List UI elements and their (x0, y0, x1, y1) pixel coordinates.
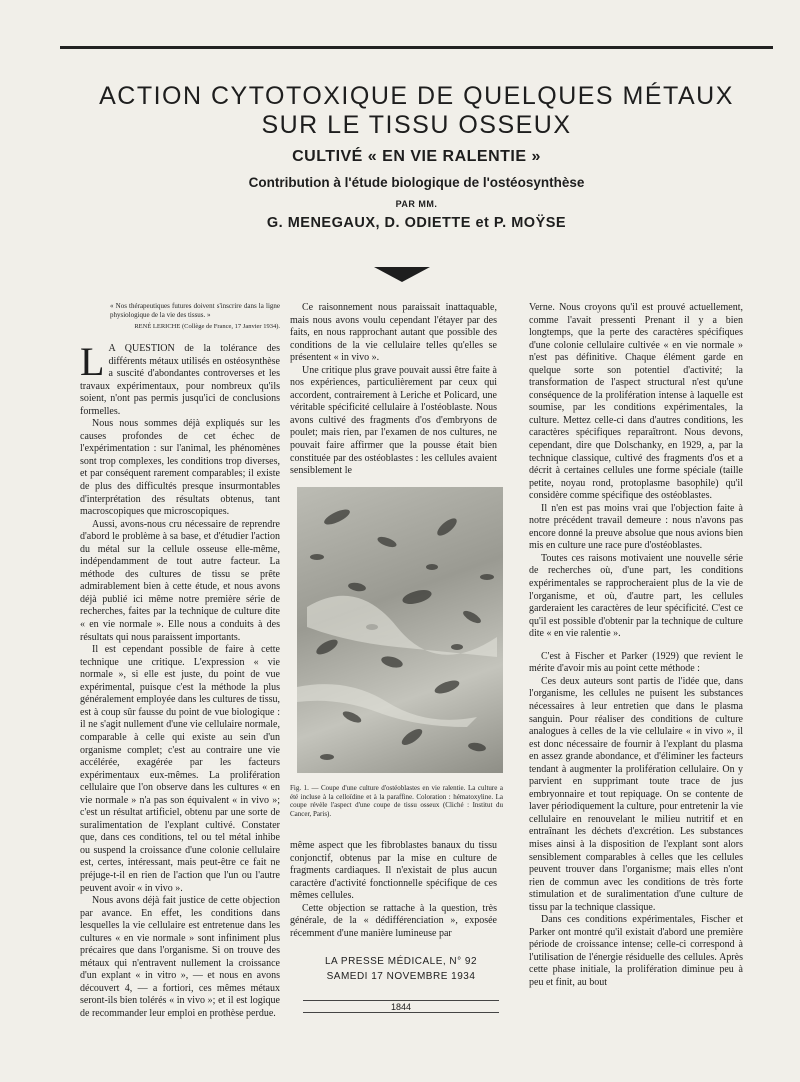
paragraph: Nous nous sommes déjà expliqués sur les causes profondes de cet échec de l'expérimentation : sur l'animal, les phénomènes sont trop complexes, les conditions trop diverses, et par conséquent rarement comparables; il existe de plus des difficultés presque insurmontables d'interprétation des résultats obtenus, tant macroscopiques que microscopiques. (80, 418, 280, 518)
paragraph: Une critique plus grave pouvait aussi être faite à nos expériences, particulièrement par ceux qui accordent, contrairement à Leriche et Policard, une véritable spécificité cellulaire à l'ostéoblaste. Nous avons cultivé des fragments d'os d'embryons de poulet; mais rien, par l'examen de nos cultures, ne pouvait faire affirmer que la pousse était bien constituée par des ostéoblastes : les cellules avaient sensiblement le (290, 364, 497, 477)
micrograph-image (297, 487, 503, 773)
title-line-2: SUR LE TISSU OSSEUX (261, 111, 572, 139)
paragraph: Ce raisonnement nous paraissait inattaquable, mais nous avons voulu cependant l'étayer par des faits, en nous rapprochant autant que possible des conditions de la vie cellulaire telles qu'elles se présentent « in vivo ». (290, 302, 497, 364)
contribution-line: Contribution à l'étude biologique de l'ostéosynthèse (248, 175, 585, 190)
paragraph: L A QUESTION de la tolérance des différents métaux utilisés en ostéosynthèse a suscité d'abondantes controverses et les travaux expérimentaux, pour nombreux qu'ils soient, n'ont pas permis jusqu'ici de conclusions formelles. (80, 339, 280, 417)
column-2-continued (290, 840, 497, 940)
par-label: PAR MM. (395, 199, 438, 209)
authors: G. MENEGAUX, D. ODIETTE et P. MOŸSE (266, 215, 567, 231)
paragraph: Il est cependant possible de faire à cette technique une critique. L'expression « vie normale », si elle est juste, du point de vue expérimental, puisque c'est la méthode la plus généralement employée dans les cultures de tissu, est à coup sûr fausse du point de vue biologique : il ne s'agit nullement d'une vie cellulaire normale, comparable à celle qui existe au sein d'un organisme complet; c'est au contraire une vie accélérée, exagérée par les facteurs expérimentaux eux-mêmes. La prolifération cellulaire que l'on observe dans les cultures « en vie normale » n'a pas son équivalent « in vivo »; c'est un résultat artificiel, obtenu par une sorte de suralimentation de l'explant cultivé. Constater que, dans ces conditions, tel ou tel métal inhibe ou suspend la croissance d'une colonie cellulaire est, certes, intéressant, mais peut-être ce fait ne préjuge-t-il en rien de l'action que l'un ou l'autre peuvent avoir « in vivo ». (80, 644, 280, 894)
figure-caption: Fig. 1. — Coupe d'une culture d'ostéoblastes en vie ralentie. La culture a été incluse à la celloïdine et à la paraffine. Coloration : hématoxyline. La coupe révèle l'aspect d'une coupe de tissu osseux (Cliché : Institut du Cancer, Paris). (290, 784, 503, 818)
triangle-ornament-icon (374, 267, 430, 283)
journal-footer (303, 944, 499, 1026)
figure-micrograph (297, 487, 503, 773)
footer-rule-bottom (303, 1012, 499, 1013)
article-subtitle: CULTIVÉ « EN VIE RALENTIE » (292, 148, 541, 165)
paragraph: Cette objection se rattache à la question, très générale, de la « dédifférenciation », exposée récemment d'une manière lumineuse par (290, 902, 497, 939)
footer-rule-top (303, 1000, 499, 1001)
article-title (60, 82, 773, 140)
paragraph: Dans ces conditions expérimentales, Fischer et Parker ont montré qu'il existait d'abord une première période de croissance intense; celle-ci correspond à l'utilisation de l'énergie résiduelle des cellules. Après cette phase initiale, la prolifération diminue peu à peu et finit, au bout (529, 914, 743, 988)
journal-name: LA PRESSE MÉDICALE, N° 92 (324, 956, 478, 967)
journal-date: SAMEDI 17 NOVEMBRE 1934 (326, 971, 476, 982)
top-rule (60, 46, 773, 49)
spacer (529, 641, 743, 651)
column-1 (80, 302, 280, 1021)
page-number: 1844 (390, 1002, 412, 1012)
column-3 (529, 302, 743, 990)
title-line-1: ACTION CYTOTOXIQUE DE QUELQUES MÉTAUX (99, 82, 734, 110)
paragraph: Toutes ces raisons motivaient une nouvelle série de recherches où, d'une part, les conditions expérimentales se rapprocheraient plus de la vie de l'organisme, et où, d'autre part, les cellules garderaient les caractères de leur spécificité. C'est ce qu'il est possible d'obtenir par la technique de culture dite « en vie ralentie ». (529, 552, 743, 640)
paragraph: Aussi, avons-nous cru nécessaire de reprendre d'abord le problème à sa base, et d'étudier l'action du métal sur la cellule osseuse elle-même, indépendamment de tout autre facteur. La méthode des cultures de tissu se prête admirablement bien à cette étude, et nous avons déjà publié ici même notre première série de recherches, faites par la technique de culture dite « en vie normale ». Elle nous a conduits à des résultats qui nous paraissent importants. (80, 518, 280, 643)
column-2 (290, 302, 497, 478)
paragraph: Nous avons déjà fait justice de cette objection par avance. En effet, les conditions dans lesquelles la vie cellulaire est entretenue dans les cultures « en vie normale » sont infiniment plus précaires que dans l'organisme. Si on trouve des métaux qui n'entravent nullement la croissance d'un explant « in vitro », — et nous en avons découvert 4, — a fortiori, ces mêmes métaux seront-ils bien tolérés « in vivo »; et il est logique de recommander leur emploi en prothèse perdue. (80, 895, 280, 1019)
paragraph: Il n'en est pas moins vrai que l'objection faite à notre précédent travail demeure : nous n'avons pas encore donné la preuve absolue que nous avions bien mis en culture une race pure d'ostéoblastes. (529, 502, 743, 552)
drop-cap: L (80, 339, 105, 384)
epigraph-quote: « Nos thérapeutiques futures doivent s'inscrire dans la ligne physiologique de la vie des tissus. » (110, 302, 280, 319)
article-header (60, 82, 773, 231)
paragraph: même aspect que les fibroblastes banaux du tissu conjonctif, obtenus par la mise en culture de fragments cardiaques. Il n'existait de plus aucun caractère d'activité fonctionnelle spécifique de ces mêmes cellules. (290, 840, 497, 902)
epigraph-source: RENÉ LERICHE (Collège de France, 17 Janvier 1934). (134, 323, 280, 330)
paragraph: Ces deux auteurs sont partis de l'idée que, dans l'organisme, les cellules ne puisent les substances nécessaires à leur entretien que dans le plasma sanguin. Pour réaliser des conditions de culture analogues à celles de la vie cellulaire « in vivo », il est donc nécessaire de fournir à l'explant du plasma en assez grande abondance, et d'éliminer les facteurs tendant à augmenter la prolifération cellulaire. On y parvient en supprimant toute trace de jus embryonnaire et tout repiquage. On se contente de laver périodiquement la culture, pour entretenir la vie cellulaire en renouvelant le milieu nutritif et en entraînant les déchets d'excrétion. Les substances mises ainsi à la disposition de l'explant sont alors sensiblement comparables à celles que les cellules peuvent trouver dans l'organisme; mais elles n'ont rien de commun avec les conditions de très forte stimulation et de suralimentation d'une culture de tissu par la technique classique. (529, 675, 743, 913)
paragraph: C'est à Fischer et Parker (1929) que revient le mérite d'avoir mis au point cette méthode : (529, 650, 743, 675)
paragraph: Verne. Nous croyons qu'il est prouvé actuellement, comme l'avait pressenti Prenant il y a bien longtemps, que la perte des caractères spécifiques d'une colonie cellulaire cultivée « en vie normale » n'est pas définitive. Chaque élément garde en quelque sorte son potentiel d'activité; la transformation de l'aspect structural n'est qu'une conséquence de la prolifération intense à laquelle est soumise, par les conditions expérimentales, la culture. Mettez celle-ci dans d'autres conditions, les caractères spécifiques reparaîtront. Nous devons, cependant, dire que Dolschanky, en 1929, a, par la technique classique, cultivé des fragments d'os et a décrit à certaines cellules une forme spéciale (taille petite, noyau rond, protoplasme basophile) qu'il considère comme spécifique des ostéoblastes. (529, 302, 743, 502)
